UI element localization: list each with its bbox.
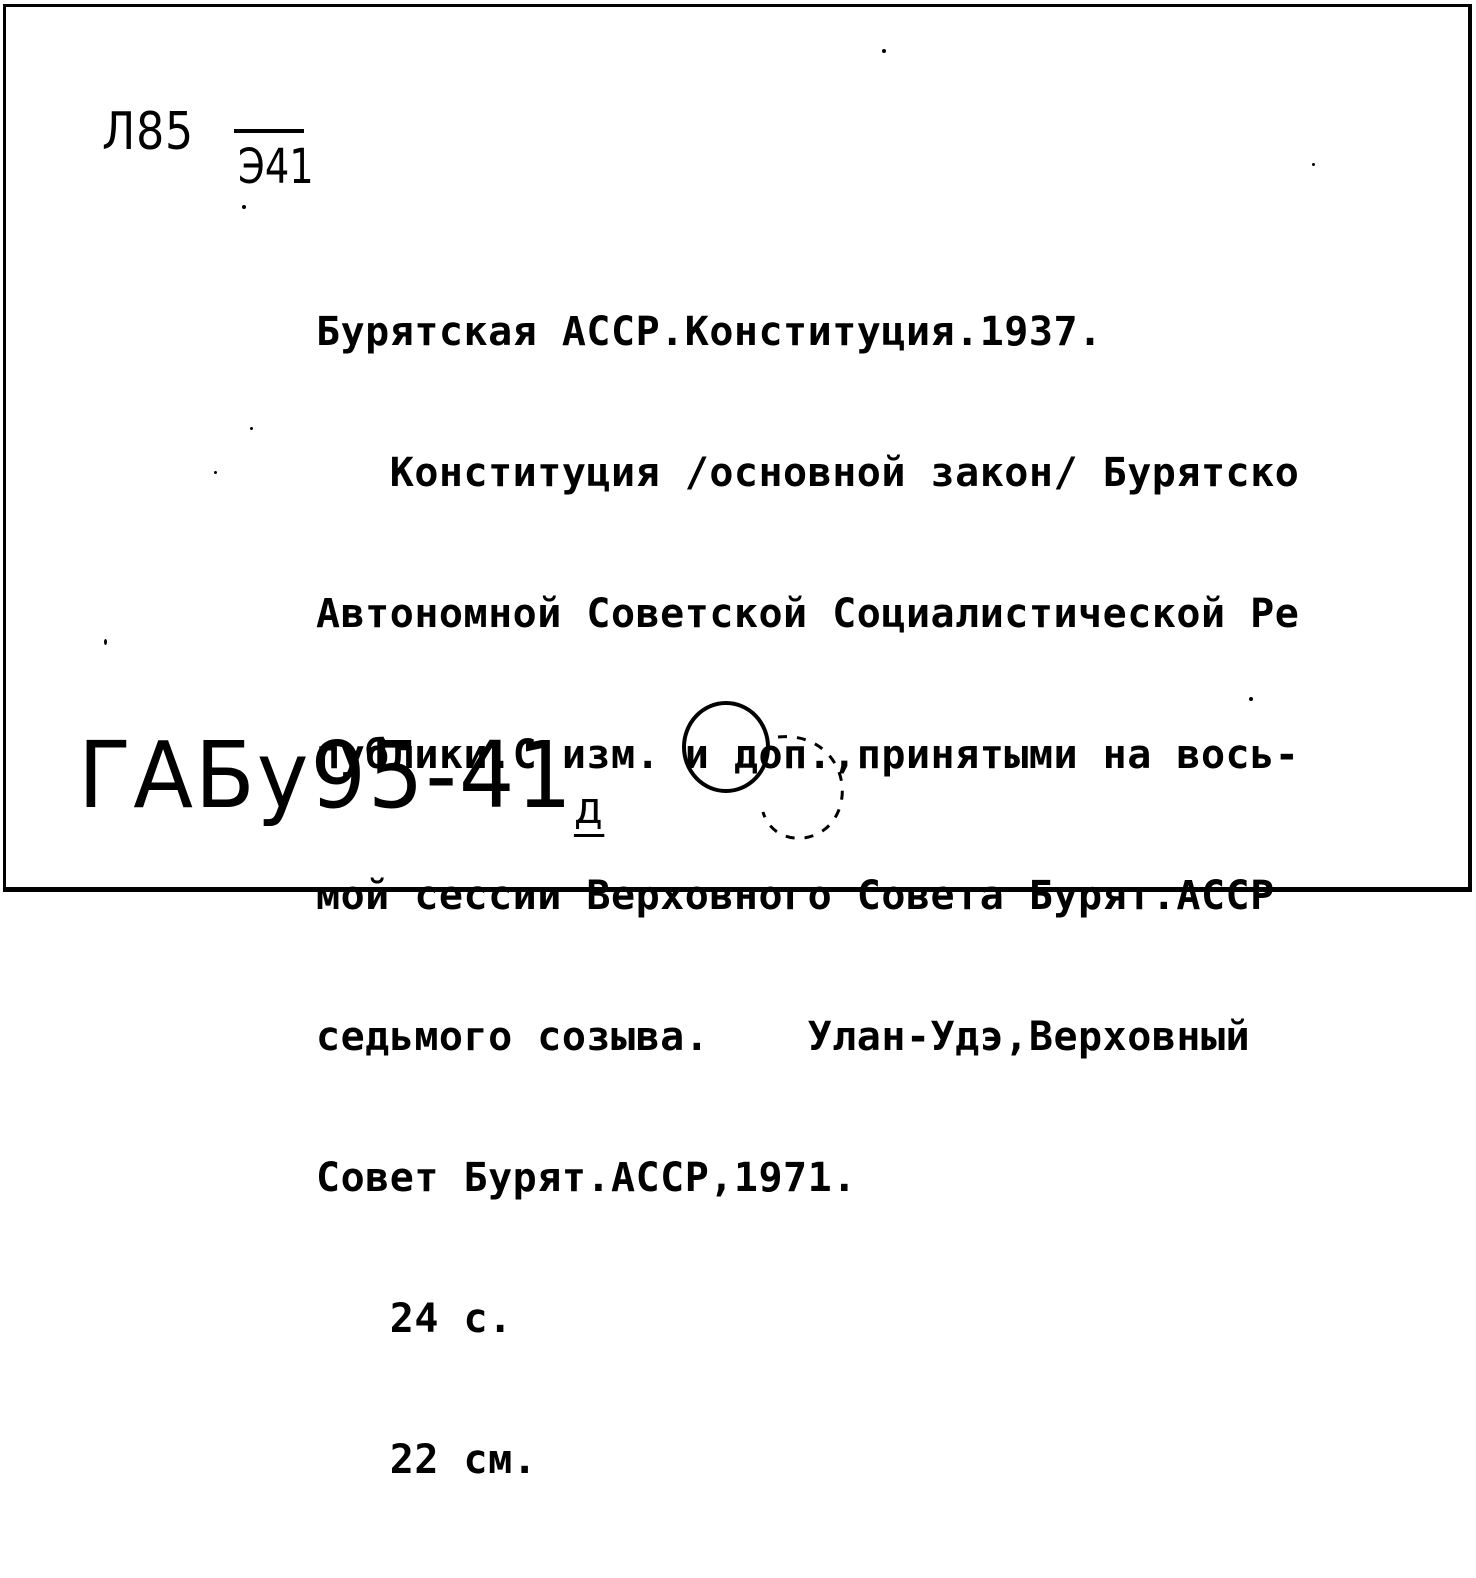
shelf-mark-rule [234,129,304,133]
paper-speck [1249,697,1253,701]
paper-speck [214,471,217,474]
call-number [78,722,605,834]
bibliographic-record [316,215,1476,1578]
record-line-title: Конституция /основной закон/ Бурятско [316,450,1300,496]
shelf-mark-top: Л85 [102,102,195,162]
paper-speck [1312,163,1315,166]
paper-speck [250,427,253,430]
record-line-publisher: Совет Бурят.АССР,1971. [316,1155,857,1201]
paper-speck [242,205,246,209]
record-line-pages: 24 с. [316,1296,513,1342]
shelf-mark-bottom: Э41 [238,139,314,195]
call-number-text: ГАБу95-41 [78,722,574,829]
paper-speck [104,639,107,645]
record-line: мой сессии Верховного Совета Бурят.АССР [316,873,1275,919]
paper-speck [882,49,886,53]
record-line: Автономной Советской Социалистической Ре [316,591,1300,637]
record-line-heading: Бурятская АССР.Конституция.1937. [316,309,1103,355]
record-line-imprint: седьмого созыва. Улан-Удэ,Верховный [316,1014,1251,1060]
circle-stamp-icon [678,697,868,857]
call-number-suffix: д [574,783,605,837]
record-line-size: 22 см. [316,1437,538,1483]
record-line: публики.С изм. и доп.,принятыми на вось- [316,732,1300,778]
catalog-card [3,4,1472,1483]
